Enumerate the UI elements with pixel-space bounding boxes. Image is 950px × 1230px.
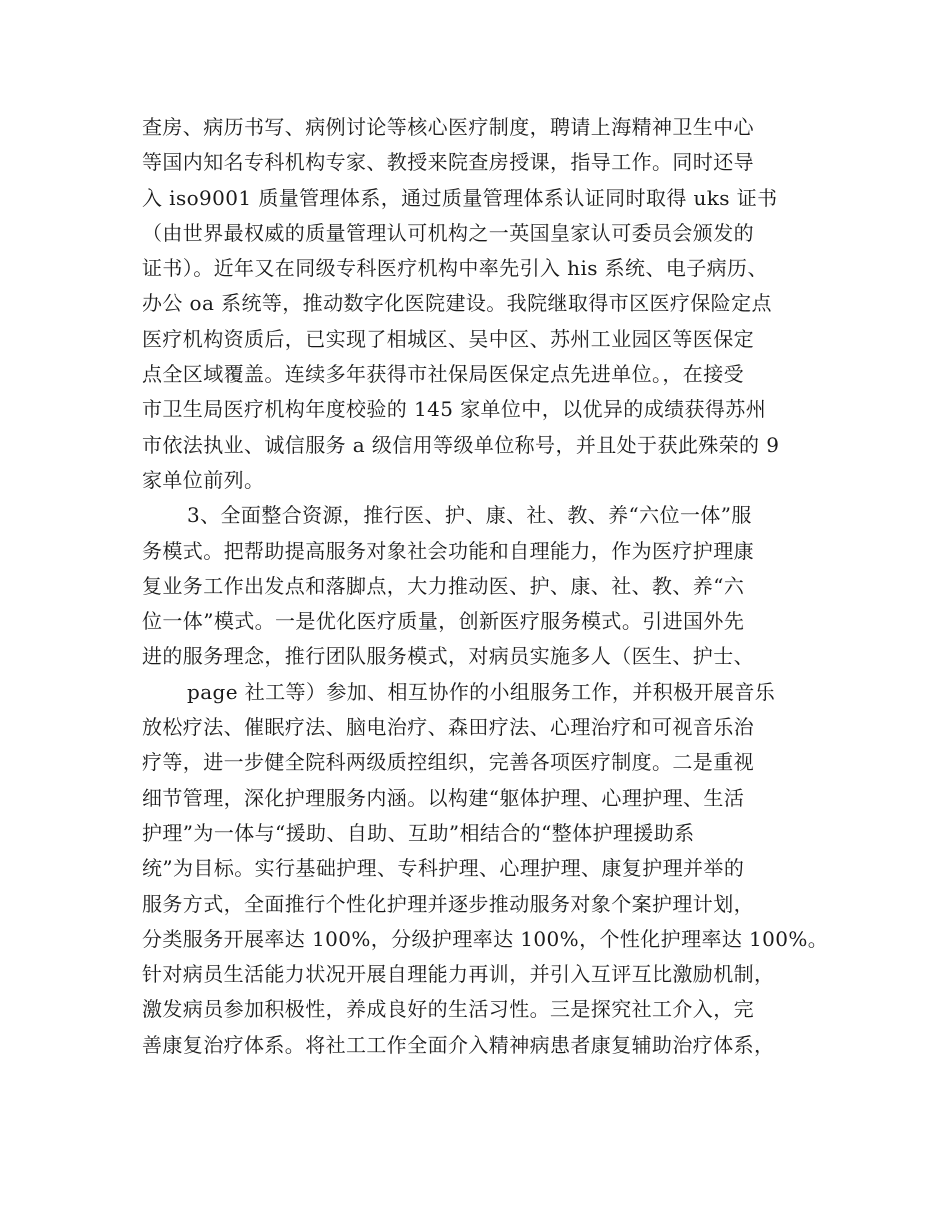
text-line: 入 iso9001 质量管理体系，通过质量管理体系认证同时取得 uks 证书 — [142, 185, 778, 210]
text-line: 针对病员生活能力状况开展自理能力再训，并引入互评互比激励机制， — [142, 962, 775, 987]
text-line: 善康复治疗体系。将社工工作全面介入精神病患者康复辅助治疗体系， — [142, 1032, 775, 1057]
text-line: 点全区域覆盖。连续多年获得市社保局医保定点先进单位。，在接受 — [142, 362, 744, 387]
text-line: 市依法执业、诚信服务 a 级信用等级单位称号，并且处于获此殊荣的 9 — [142, 432, 780, 457]
text-line: 等国内知名专科机构专家、教授来院查房授课，指导工作。同时还导 — [142, 150, 754, 175]
text-line: 激发病员参加积极性，养成良好的生活习性。三是探究社工介入，完 — [142, 997, 754, 1022]
paragraph-start-line: page 社工等）参加、相互协作的小组服务工作，并积极开展音乐 — [187, 679, 776, 704]
text-line: 办公 oa 系统等，推动数字化医院建设。我院继取得市区医疗保险定点 — [142, 291, 772, 316]
text-line: 查房、病历书写、病例讨论等核心医疗制度，聘请上海精神卫生中心 — [142, 115, 754, 139]
text-line: 统”为目标。实行基础护理、专科护理、心理护理、康复护理并举的 — [142, 856, 745, 881]
text-line: 位一体”模式。一是优化医疗质量，创新医疗服务模式。引进国外先 — [142, 609, 745, 634]
text-line: 服务方式，全面推行个性化护理并逐步推动服务对象个案护理计划， — [142, 891, 754, 916]
text-line: 家单位前列。 — [142, 467, 265, 492]
text-line: 证书）。近年又在同级专科医疗机构中率先引入 his 系统、电子病历、 — [142, 256, 768, 281]
text-line: 放松疗法、催眠疗法、脑电治疗、森田疗法、心理治疗和可视音乐治 — [142, 715, 754, 740]
text-line: 医疗机构资质后，已实现了相城区、吴中区、苏州工业园区等医保定 — [142, 326, 754, 351]
paragraph-start-line: 3、全面整合资源，推行医、护、康、社、教、养“六位一体”服 — [187, 503, 752, 528]
text-line: 分类服务开展率达 100%，分级护理率达 100%，个性化护理率达 100%。 — [142, 926, 829, 951]
text-line: （由世界最权威的质量管理认可机构之一英国皇家认可委员会颁发的 — [142, 220, 754, 245]
text-line: 护理”为一体与“援助、自助、互助”相结合的“整体护理援助系 — [142, 820, 695, 845]
text-line: 务模式。把帮助提高服务对象社会功能和自理能力，作为医疗护理康 — [142, 538, 754, 563]
text-line: 复业务工作出发点和落脚点，大力推动医、护、康、社、教、养“六 — [142, 573, 745, 598]
text-line: 市卫生局医疗机构年度校验的 145 家单位中，以优异的成绩获得苏州 — [142, 397, 767, 422]
text-line: 细节管理，深化护理服务内涵。以构建“躯体护理、心理护理、生活 — [142, 785, 745, 810]
document-body — [142, 110, 829, 1063]
text-line: 进的服务理念，推行团队服务模式，对病员实施多人（医生、护士、 — [142, 644, 754, 669]
text-line: 疗等，进一步健全院科两级质控组织，完善各项医疗制度。二是重视 — [142, 750, 754, 775]
